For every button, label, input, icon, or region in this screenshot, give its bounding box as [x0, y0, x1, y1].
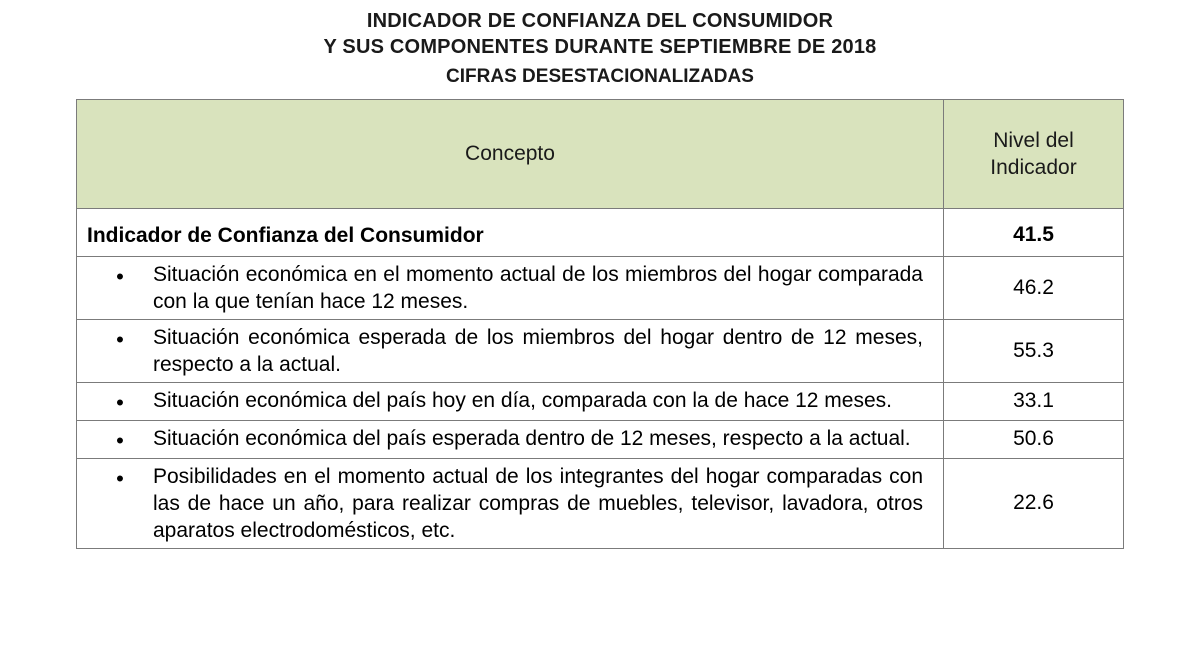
bullet-icon: •	[116, 465, 124, 491]
page-title-line-2: Y SUS COMPONENTES DURANTE SEPTIEMBRE DE 2018	[323, 36, 877, 59]
row-value-component-3: 33.1	[944, 382, 1124, 420]
bullet-icon: •	[116, 427, 124, 453]
row-value-component-4: 50.6	[944, 420, 1124, 458]
component-text-4: Situación económica del país esperada dentro de 12 meses, respecto a la actual.	[153, 426, 911, 450]
row-value-main-indicator: 41.5	[944, 209, 1124, 257]
table-row	[77, 209, 1124, 257]
row-label-main-indicator: Indicador de Confianza del Consumidor	[77, 209, 944, 257]
row-value-component-1: 46.2	[944, 257, 1124, 320]
component-text-3: Situación económica del país hoy en día, comparada con la de hace 12 meses.	[153, 388, 892, 412]
table-row	[77, 458, 1124, 548]
row-label-component-1	[77, 257, 944, 320]
indicator-table-wrapper	[76, 99, 1124, 548]
row-label-component-3	[77, 382, 944, 420]
row-label-component-5	[77, 458, 944, 548]
component-text-1: Situación económica en el momento actual de los miembros del hogar comparada con la que tenían hace 12 meses.	[153, 263, 923, 314]
table-row	[77, 382, 1124, 420]
bullet-icon: •	[116, 326, 124, 352]
row-value-component-2: 55.3	[944, 319, 1124, 382]
bullet-icon: •	[116, 264, 124, 290]
table-row	[77, 420, 1124, 458]
table-row	[77, 257, 1124, 320]
bullet-icon: •	[116, 389, 124, 415]
component-text-5: Posibilidades en el momento actual de los integrantes del hogar comparadas con las de hace un año, para realizar compras de muebles, televisor, lavadora, otros aparatos electrodomésticos, etc.	[153, 464, 923, 542]
document-title-block	[0, 0, 1200, 91]
table-header-row	[77, 100, 1124, 209]
table-row	[77, 319, 1124, 382]
table-body	[77, 209, 1124, 548]
indicator-table	[76, 99, 1124, 548]
column-header-concept: Concepto	[77, 100, 944, 209]
row-label-component-4	[77, 420, 944, 458]
page-subtitle: CIFRAS DESESTACIONALIZADAS	[446, 65, 754, 87]
column-header-level: Nivel del Indicador	[944, 100, 1124, 209]
row-value-component-5: 22.6	[944, 458, 1124, 548]
table-head	[77, 100, 1124, 209]
row-label-component-2	[77, 319, 944, 382]
page-title-line-1: INDICADOR DE CONFIANZA DEL CONSUMIDOR	[366, 10, 834, 32]
component-text-2: Situación económica esperada de los miembros del hogar dentro de 12 meses, respecto a la actual.	[153, 325, 923, 376]
